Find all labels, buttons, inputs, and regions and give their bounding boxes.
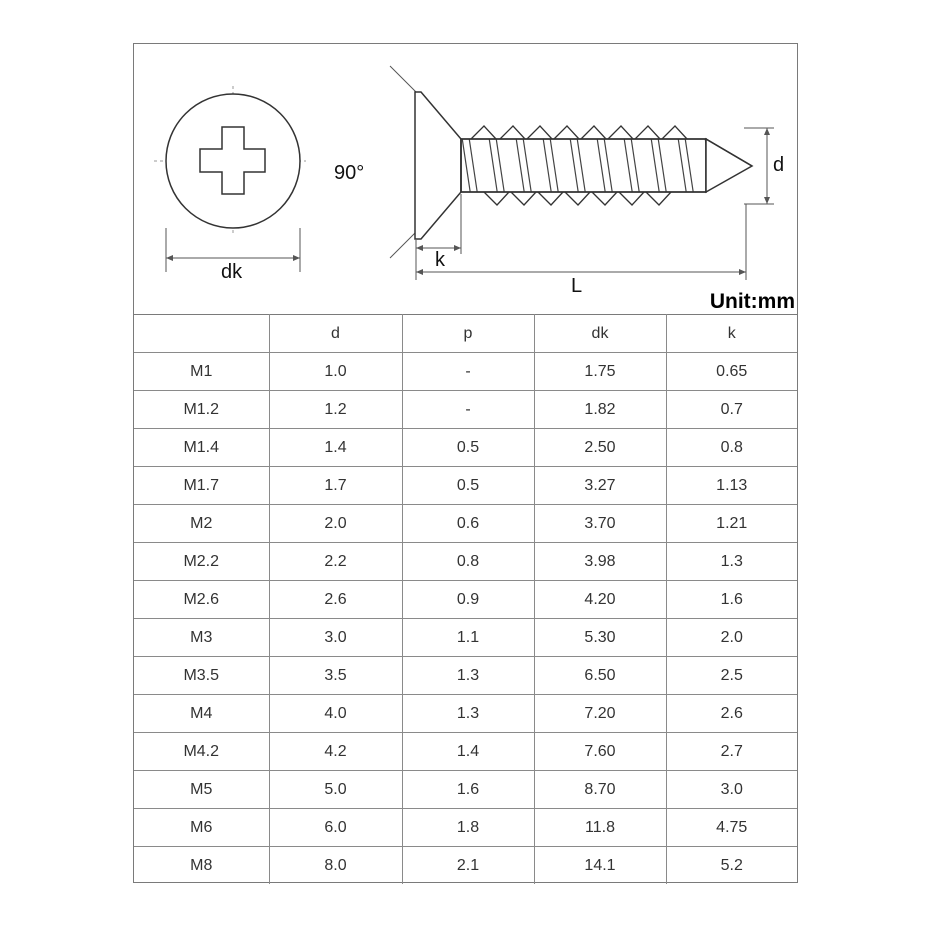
screw-drawing [134, 44, 797, 314]
cell-size: M6 [134, 809, 269, 847]
cell-k: 2.0 [666, 619, 797, 657]
spec-table [134, 314, 797, 884]
head-top-view [154, 86, 306, 272]
cell-p: - [402, 391, 534, 429]
cell-p: 1.3 [402, 695, 534, 733]
cell-k: 2.7 [666, 733, 797, 771]
cell-dk: 14.1 [534, 847, 666, 885]
cell-k: 4.75 [666, 809, 797, 847]
cell-dk: 6.50 [534, 657, 666, 695]
cell-dk: 2.50 [534, 429, 666, 467]
header-k: k [666, 315, 797, 353]
header-dk: dk [534, 315, 666, 353]
cell-dk: 3.98 [534, 543, 666, 581]
table-row [134, 619, 797, 657]
cell-dk: 1.82 [534, 391, 666, 429]
cell-p: 0.8 [402, 543, 534, 581]
spec-sheet [133, 43, 798, 883]
cell-k: 1.13 [666, 467, 797, 505]
table-row [134, 543, 797, 581]
cell-d: 4.2 [269, 733, 402, 771]
cell-dk: 4.20 [534, 581, 666, 619]
table-row [134, 847, 797, 885]
cell-size: M1.2 [134, 391, 269, 429]
cell-size: M2.2 [134, 543, 269, 581]
cell-p: 0.5 [402, 467, 534, 505]
table-row [134, 391, 797, 429]
table-body [134, 353, 797, 885]
table-row [134, 353, 797, 391]
L-label: L [571, 275, 583, 297]
cell-p: 1.4 [402, 733, 534, 771]
table-row [134, 429, 797, 467]
cell-p: 0.9 [402, 581, 534, 619]
cell-p: 1.8 [402, 809, 534, 847]
cell-d: 2.6 [269, 581, 402, 619]
cell-size: M1.7 [134, 467, 269, 505]
cell-k: 1.3 [666, 543, 797, 581]
table-row [134, 695, 797, 733]
cell-k: 5.2 [666, 847, 797, 885]
k-label: k [435, 249, 445, 271]
cell-d: 3.0 [269, 619, 402, 657]
dk-label: dk [221, 261, 243, 283]
cell-dk: 1.75 [534, 353, 666, 391]
cell-k: 1.6 [666, 581, 797, 619]
unit-label: Unit:mm [709, 290, 795, 313]
cell-size: M3.5 [134, 657, 269, 695]
cell-p: 0.6 [402, 505, 534, 543]
cell-d: 1.0 [269, 353, 402, 391]
cell-d: 1.4 [269, 429, 402, 467]
table-header-row [134, 315, 797, 353]
table-row [134, 467, 797, 505]
cell-k: 0.7 [666, 391, 797, 429]
cell-d: 5.0 [269, 771, 402, 809]
cell-size: M3 [134, 619, 269, 657]
cell-size: M1 [134, 353, 269, 391]
cell-k: 0.65 [666, 353, 797, 391]
cell-d: 2.0 [269, 505, 402, 543]
table-row [134, 771, 797, 809]
cell-dk: 11.8 [534, 809, 666, 847]
cell-d: 8.0 [269, 847, 402, 885]
cell-dk: 5.30 [534, 619, 666, 657]
table-row [134, 809, 797, 847]
cell-k: 0.8 [666, 429, 797, 467]
header-p: p [402, 315, 534, 353]
cell-p: 2.1 [402, 847, 534, 885]
cell-size: M4.2 [134, 733, 269, 771]
cell-k: 3.0 [666, 771, 797, 809]
cell-k: 2.6 [666, 695, 797, 733]
cell-d: 3.5 [269, 657, 402, 695]
cell-size: M8 [134, 847, 269, 885]
cell-size: M4 [134, 695, 269, 733]
cell-dk: 3.70 [534, 505, 666, 543]
cell-d: 1.2 [269, 391, 402, 429]
cell-k: 1.21 [666, 505, 797, 543]
header-d: d [269, 315, 402, 353]
table-row [134, 657, 797, 695]
table-row [134, 505, 797, 543]
cell-dk: 7.60 [534, 733, 666, 771]
cell-d: 6.0 [269, 809, 402, 847]
header-size [134, 315, 269, 353]
cell-size: M1.4 [134, 429, 269, 467]
angle-label: 90° [334, 162, 365, 184]
cell-dk: 7.20 [534, 695, 666, 733]
table-row [134, 581, 797, 619]
cell-p: - [402, 353, 534, 391]
cell-d: 2.2 [269, 543, 402, 581]
cell-size: M5 [134, 771, 269, 809]
cell-size: M2 [134, 505, 269, 543]
cell-p: 1.1 [402, 619, 534, 657]
cell-dk: 8.70 [534, 771, 666, 809]
cell-size: M2.6 [134, 581, 269, 619]
d-label: d [773, 154, 785, 176]
cell-dk: 3.27 [534, 467, 666, 505]
cell-d: 1.7 [269, 467, 402, 505]
cell-p: 1.6 [402, 771, 534, 809]
cell-p: 1.3 [402, 657, 534, 695]
table-row [134, 733, 797, 771]
cell-k: 2.5 [666, 657, 797, 695]
screw-side-view [390, 66, 774, 280]
cell-p: 0.5 [402, 429, 534, 467]
cell-d: 4.0 [269, 695, 402, 733]
